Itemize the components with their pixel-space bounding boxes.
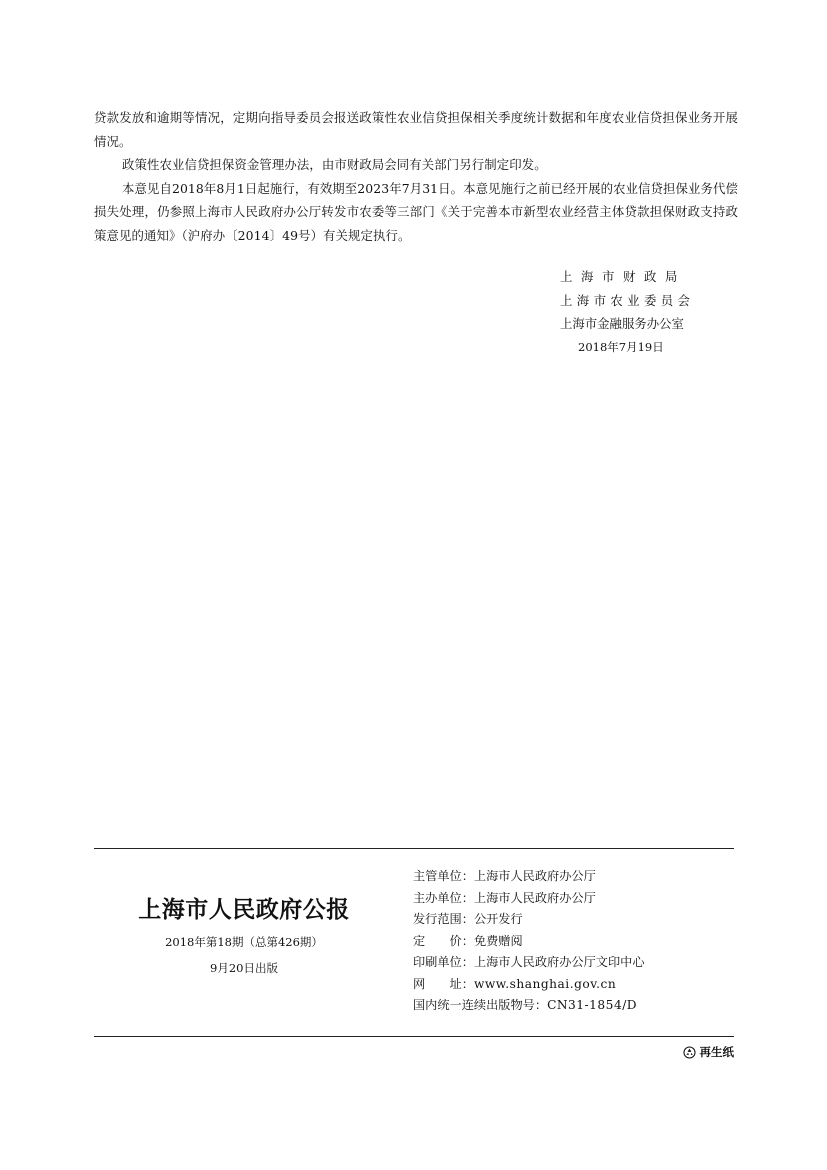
info-label: 印刷单位：	[413, 955, 474, 969]
info-label: 发行范围：	[413, 912, 474, 926]
recycled-paper-mark	[683, 1044, 735, 1060]
info-row-serial-number	[413, 995, 733, 1017]
gazette-masthead	[94, 893, 394, 977]
gazette-publish-date: 9月20日出版	[210, 961, 278, 975]
signature-org-finance-office: 上海市金融服务办公室	[560, 316, 684, 331]
recycle-icon	[683, 1046, 696, 1059]
document-body	[94, 106, 738, 247]
info-row-printer	[413, 952, 733, 974]
signature-block	[560, 265, 710, 359]
signature-date: 2018年7月19日	[578, 339, 664, 354]
signature-org-agriculture: 上海市农业委员会	[560, 292, 695, 308]
info-value: 上海市人民政府办公厅	[473, 890, 596, 905]
footer-top-divider	[94, 848, 734, 849]
gazette-issue: 2018年第18期（总第426期）	[165, 935, 323, 949]
body-paragraph: 政策性农业信贷担保资金管理办法，由市财政局会同有关部门另行制定印发。	[122, 157, 547, 172]
info-label: 国内统一连续出版物号：	[413, 998, 548, 1012]
info-label: 主管单位：	[413, 869, 474, 883]
info-website-link[interactable]: www.shanghai.gov.cn	[473, 976, 617, 991]
info-value: 公开发行	[473, 912, 523, 926]
info-label: 定 价：	[413, 933, 474, 948]
info-row-supervisor	[413, 866, 733, 888]
info-row-website	[413, 974, 733, 996]
info-label: 主办单位：	[413, 890, 474, 905]
info-value: 上海市人民政府办公厅	[473, 869, 596, 883]
footer-bottom-divider	[94, 1036, 734, 1037]
recycled-paper-label: 再生纸	[699, 1045, 734, 1059]
body-paragraph: 本意见自2018年8月1日起施行，有效期至2023年7月31日。本意见施行之前已经开展的农业信贷担保业务代偿损失处理，仍参照上海市人民政府办公厅转发市农委等三部门《关于完善本市新型农业经营主体贷款担保财政支持政策意见的通知》（沪府办〔2014〕49号）有关规定执行。	[94, 180, 738, 243]
info-value: CN31-1854/D	[547, 998, 638, 1012]
signature-org-finance: 上海市财政局	[560, 269, 686, 284]
info-row-distribution	[413, 909, 733, 931]
info-value: 免费赠阅	[473, 933, 523, 948]
body-paragraph-continued: 贷款发放和逾期等情况，定期向指导委员会报送政策性农业信贷担保相关季度统计数据和年度农业信贷担保业务开展情况。	[94, 110, 738, 149]
gazette-title: 上海市人民政府公报	[138, 896, 350, 923]
info-row-price	[413, 931, 733, 953]
info-row-sponsor	[413, 888, 733, 910]
info-value: 上海市人民政府办公厅文印中心	[473, 955, 645, 969]
publication-info	[413, 866, 733, 1017]
info-label: 网 址：	[413, 976, 474, 991]
